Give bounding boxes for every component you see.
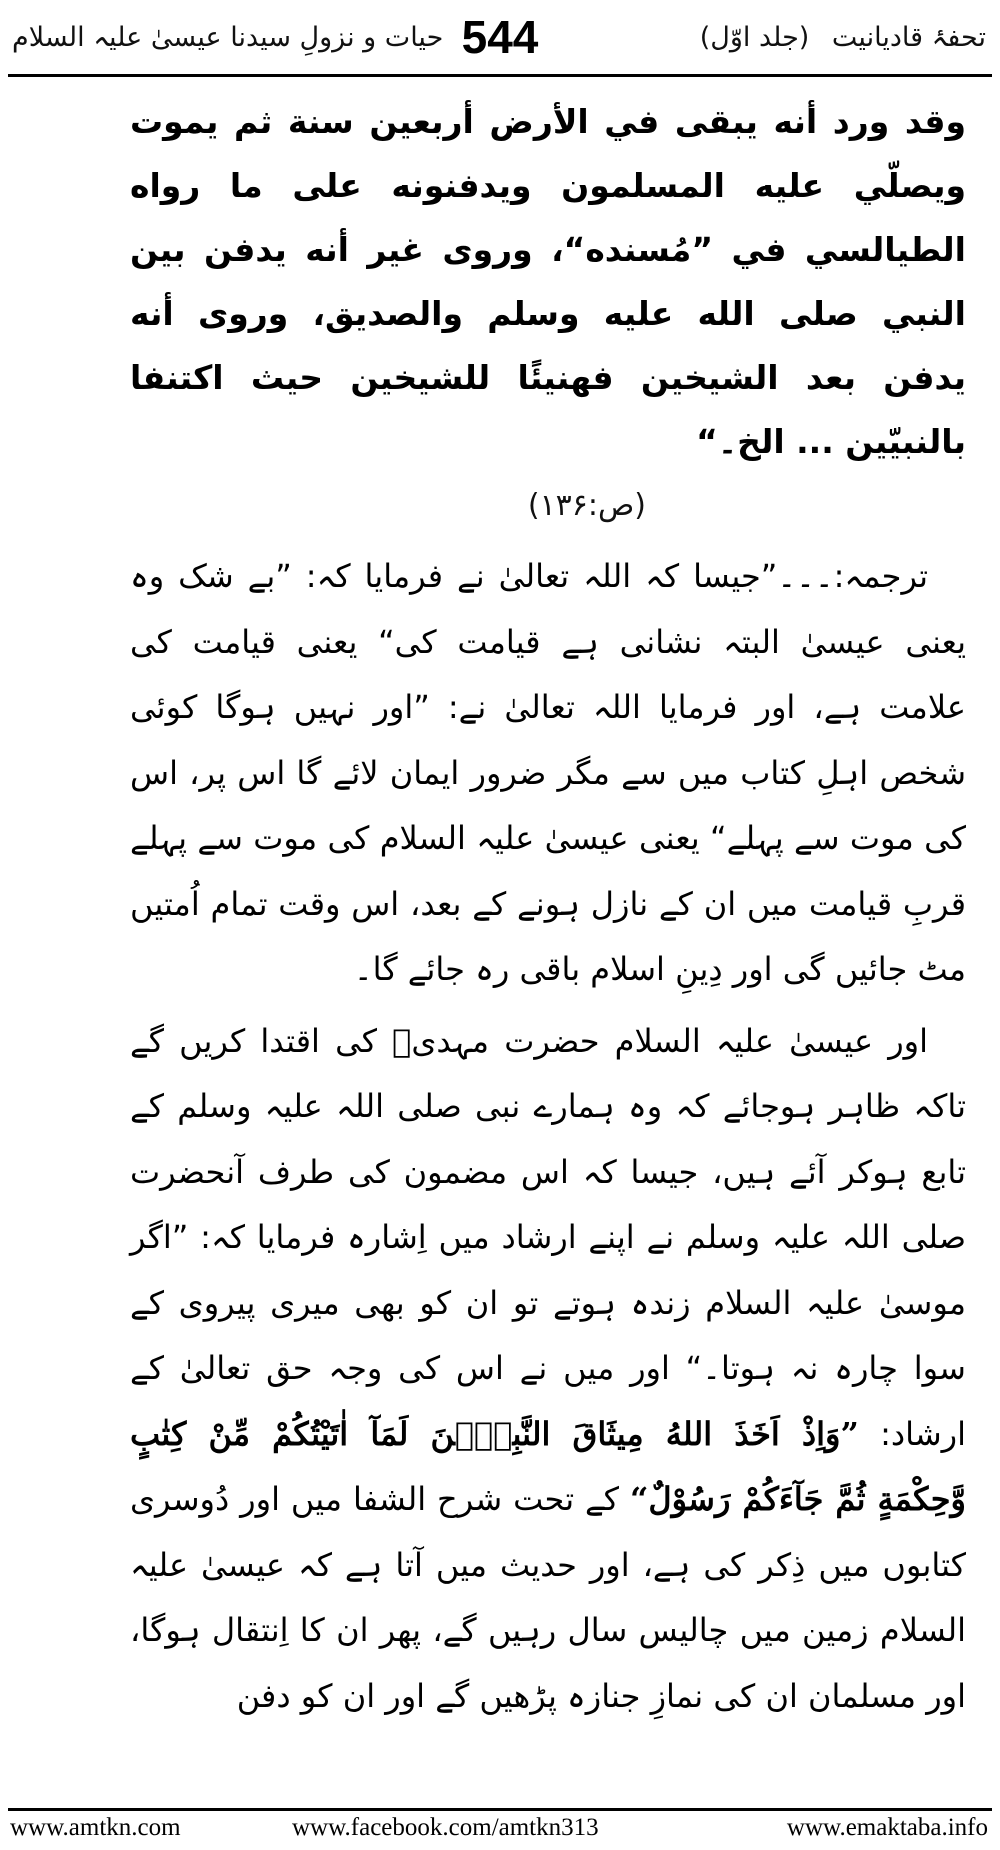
- page-header: [0, 10, 1000, 70]
- footer-link-facebook[interactable]: www.facebook.com/amtkn313: [292, 1814, 599, 1841]
- footer-link-emaktaba[interactable]: www.emaktaba.info: [786, 1814, 988, 1841]
- body-paragraph: [130, 1009, 966, 1730]
- book-title: تحفۂ قادیانیت: [831, 22, 986, 53]
- volume-label: (جلد اوّل): [699, 22, 810, 53]
- reference: (ص:۱۳۶): [527, 488, 646, 523]
- paragraph-text: اور عیسیٰ علیہ السلام حضرت مہدیؓ کی اقتدا کریں گے تاکہ ظاہر ہوجائے کہ وہ ہمارے نبی صلی اللہ علیہ وسلم کے تابع ہوکر آئے ہیں، جیسا کہ اس مضمون کی طرف آنحضرت صلی اللہ علیہ وسلم نے اپنے ارشاد میں اِشارہ فرمایا کہ: ”اگر موسیٰ علیہ السلام زندہ ہوتے تو ان کو بھی میری پیروی کے سوا چارہ نہ ہوتا۔“ اور میں نے اس کی وجہ حق تعالیٰ کے ارشاد:: [130, 1021, 967, 1453]
- page-body: [130, 90, 966, 1729]
- header-divider: [8, 74, 992, 77]
- page-number: 544: [461, 11, 539, 63]
- footer-divider: [8, 1808, 992, 1811]
- translation-paragraph: ترجمہ:۔۔۔”جیسا کہ اللہ تعالیٰ نے فرمایا کہ: ”بے شک وہ یعنی عیسیٰ البتہ نشانی ہے قیامت کی“ یعنی قیامت کی علامت ہے، اور فرمایا اللہ تعالیٰ نے: ”اور نہیں ہوگا کوئی شخص اہلِ کتاب میں سے مگر ضرور ایمان لائے گا اس پر، اس کی موت سے پہلے“ یعنی عیسیٰ علیہ السلام کی موت سے پہلے قربِ قیامت میں ان کے نازل ہونے کے بعد، اس وقت تمام اُمتیں مٹ جائیں گی اور دِینِ اسلام باقی رہ جائے گا۔: [130, 557, 967, 988]
- footer-link-amtkn[interactable]: www.amtkn.com: [10, 1814, 181, 1841]
- arabic-quote: وقد ورد أنه يبقى في الأرض أربعين سنة ثم يموت ويصلّي عليه المسلمون ويدفنونه على ما رواه الطيالسي في ”مُسنده“، وروى غير أنه يدفن بين النبي صلى الله عليه وسلم والصديق، وروى أنه يدفن بعد الشيخين فهنيئًا للشيخين حيث اكتنفا بالنبيّين ... الخ۔“: [130, 102, 966, 461]
- paragraph-continuation: کے تحت شرح الشفا میں اور دُوسری کتابوں میں ذِکر کی ہے، اور حدیث میں آتا ہے کہ عیسیٰ علیہ السلام زمین میں چالیس سال رہیں گے، پھر ان کا اِنتقال ہوگا، اور مسلمان ان کی نمازِ جنازہ پڑھیں گے اور ان کو دفن: [130, 1480, 966, 1715]
- page-footer: [0, 1814, 1000, 1844]
- quran-verse: ”وَاِذْ اَخَذَ اللهُ مِيثَاقَ النَّبِيّٖنَ لَمَآ اٰتَيْتُكُمْ مِّنْ كِتٰبٍ وَّحِكْمَةٍ ثُمَّ جَآءَكُمْ رَسُوْلٌ“: [130, 1414, 966, 1518]
- chapter-title: حیات و نزولِ سیدنا عیسیٰ علیہ السلام: [12, 22, 444, 53]
